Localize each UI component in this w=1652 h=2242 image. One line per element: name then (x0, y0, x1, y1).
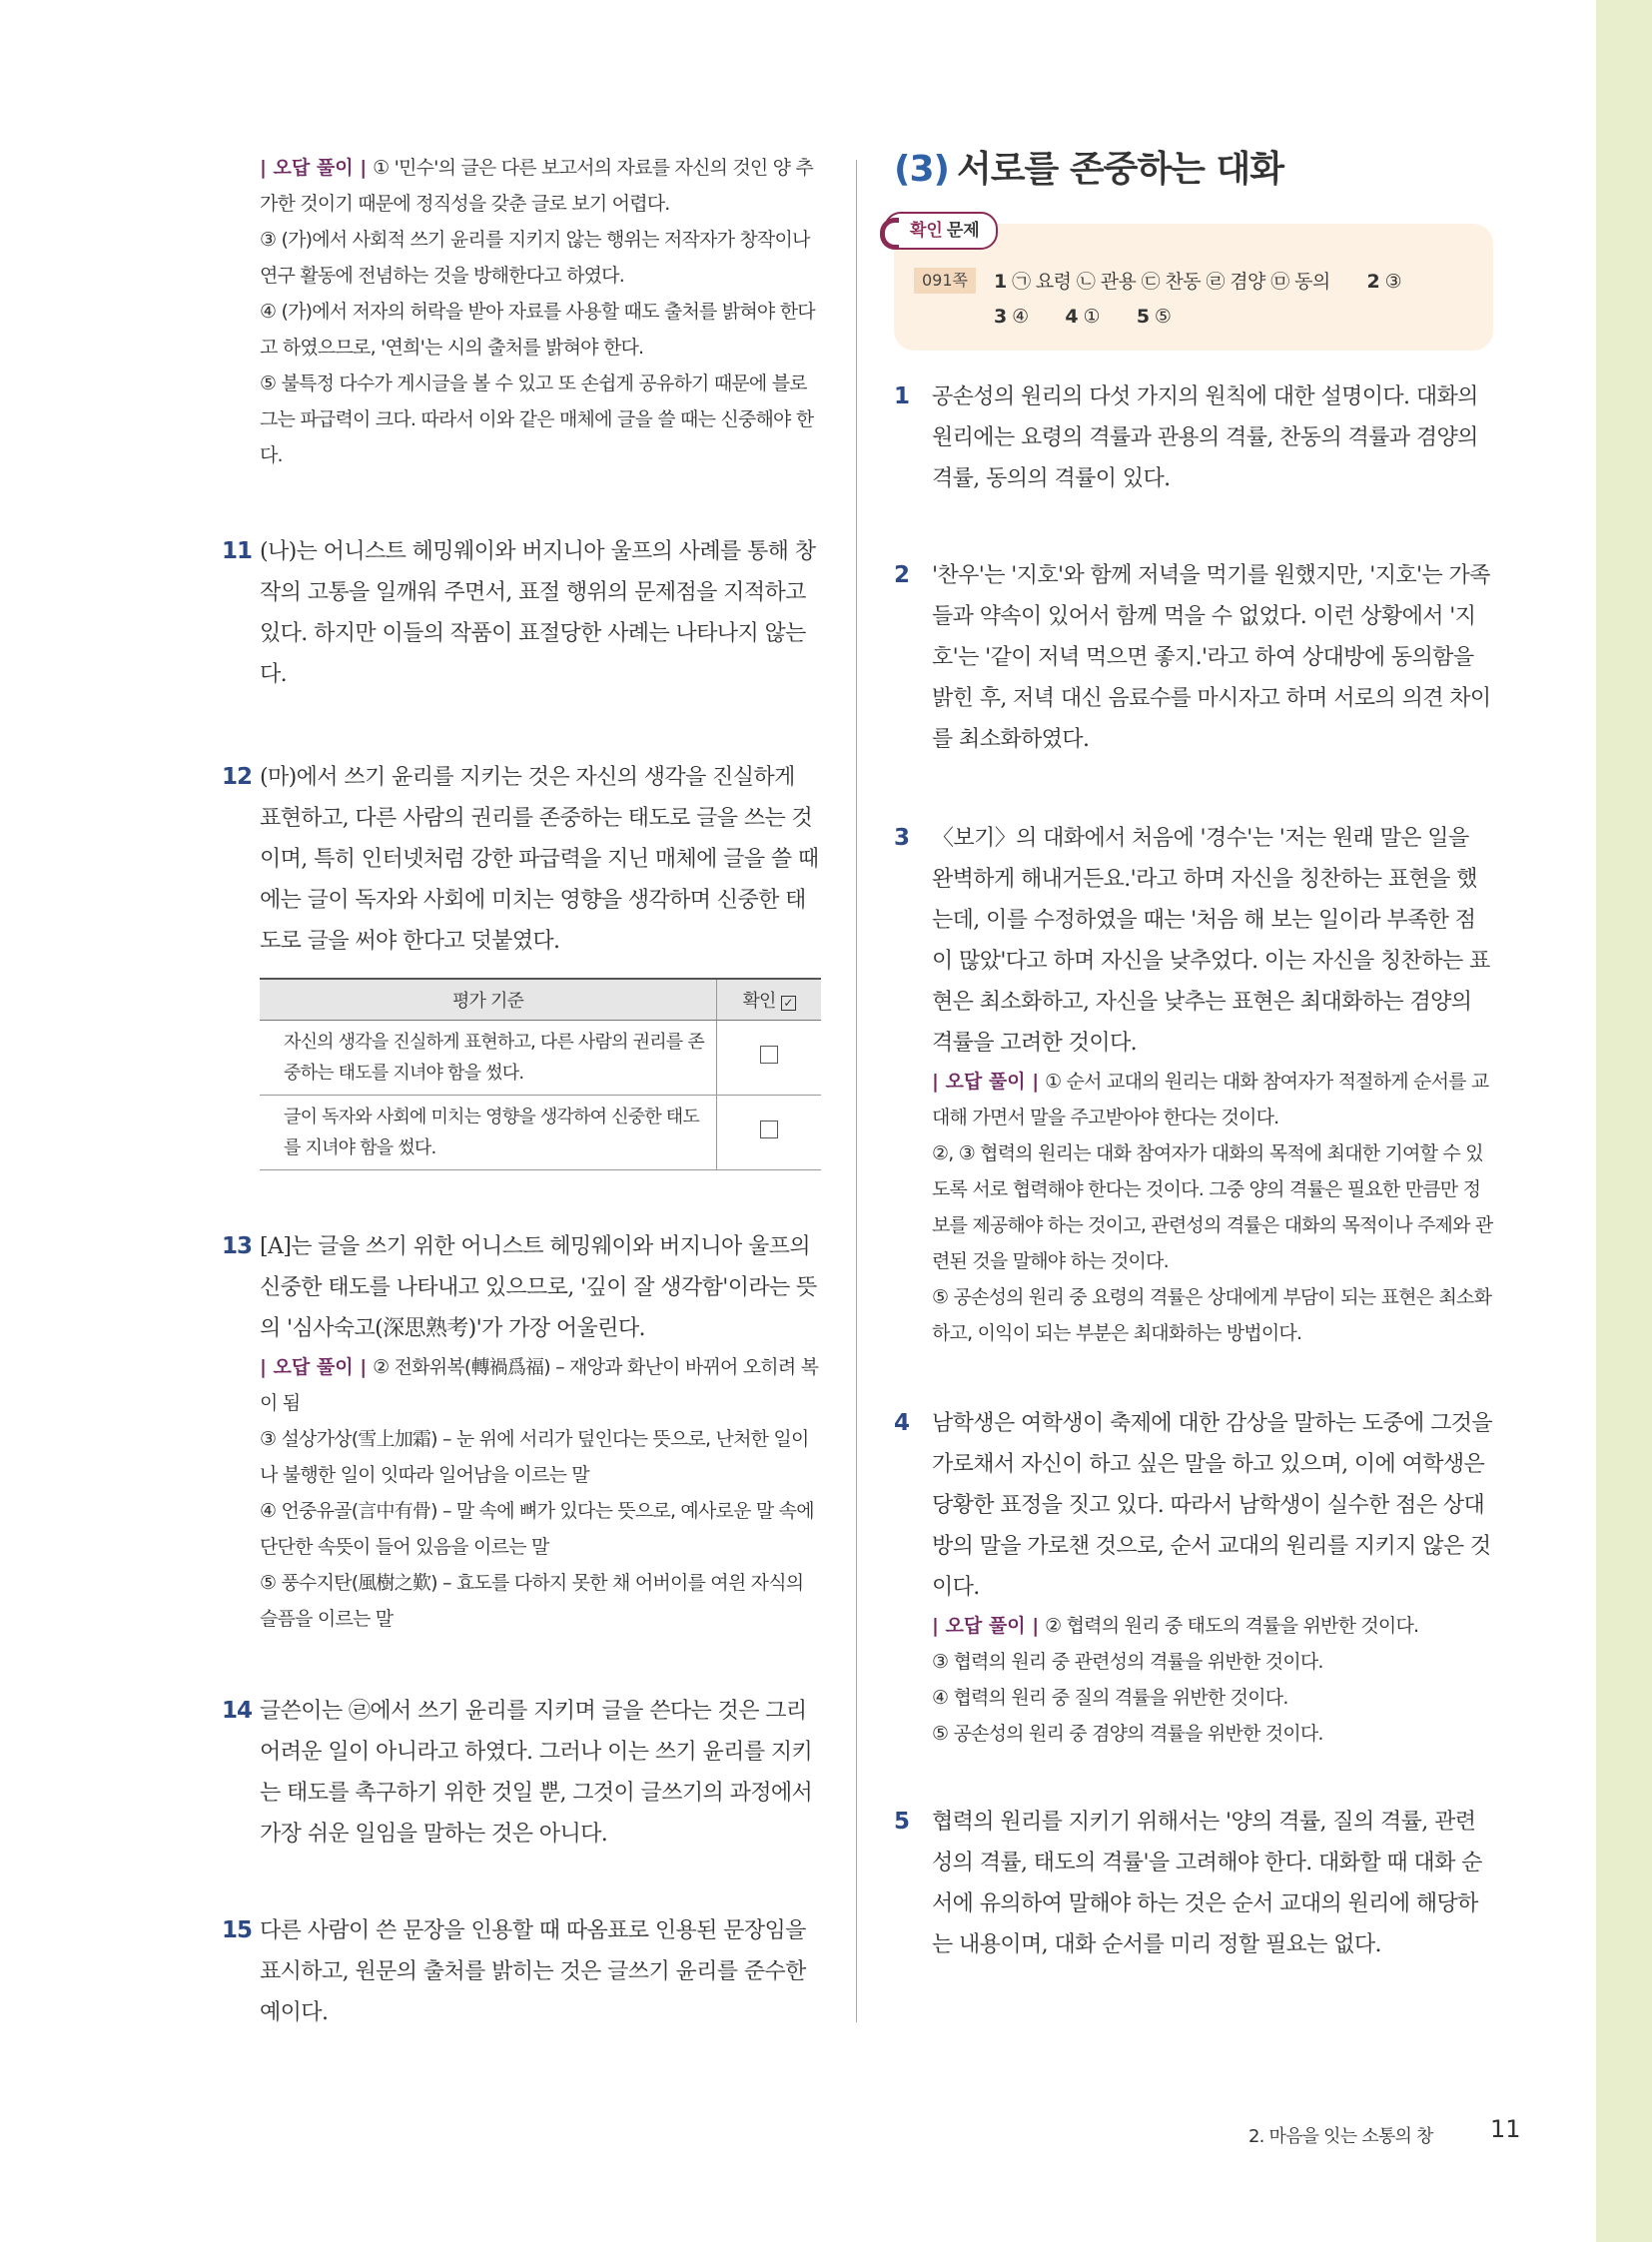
note-line: ④ (가)에서 저자의 허락을 받아 자료를 사용할 때도 출처를 밝혀야 한다고 하였으므로, '연희'는 시의 출처를 밝혀야 한다. (260, 301, 815, 359)
page-reference: 091쪽 (914, 268, 976, 294)
question-11 (222, 531, 819, 695)
question-13 (222, 1226, 819, 1637)
checkbox-cell (717, 1096, 822, 1170)
note-line: ⑤ 풍수지탄(風樹之歎) – 효도를 다하지 못한 채 어버이를 여읜 자식의 슬픔을 이르는 말 (260, 1572, 804, 1630)
note-line: ③ 설상가상(雪上加霜) – 눈 위에 서리가 덮인다는 뜻으로, 난처한 일이나 불행한 일이 잇따라 일어남을 이르는 말 (260, 1428, 809, 1486)
question-number: 4 (894, 1410, 910, 1436)
answer-note-r3 (932, 1064, 1493, 1351)
side-color-strip (1596, 0, 1652, 2242)
question-text: 다른 사람이 쓴 문장을 인용할 때 따옴표로 인용된 문장임을 표시하고, 원문의 출처를 밝히는 것은 글쓰기 윤리를 준수한 예이다. (260, 1918, 806, 2025)
question-number: 15 (222, 1917, 253, 1943)
chapter-footer: 2. 마음을 잇는 소통의 창 (1248, 2126, 1433, 2147)
question-number: 14 (222, 1698, 253, 1724)
checkbox[interactable] (760, 1046, 778, 1064)
page-number: 11 (1490, 2115, 1521, 2143)
checkbox[interactable] (760, 1121, 778, 1138)
question-text: (마)에서 쓰기 윤리를 지키는 것은 자신의 생각을 진실하게 표현하고, 다른 사람의 권리를 존중하는 태도로 글을 쓰는 것이며, 특히 인터넷처럼 강한 파급력을 지닌 매체에 글을 쓸 때에는 글이 독자와 사회에 미치는 영향을 생각하며 신중한 태도로 글을 써야 한다고 덧붙였다. (260, 765, 819, 954)
criteria-cell: 글이 독자와 사회에 미치는 영향을 생각하여 신중한 태도를 지녀야 함을 썼다. (260, 1096, 717, 1170)
note-line: ③ (가)에서 사회적 쓰기 윤리를 지키지 않는 행위는 저작자가 창작이나 연구 활동에 전념하는 것을 방해한다고 하였다. (260, 229, 810, 287)
note-line: ④ 협력의 원리 중 질의 격률을 위반한 것이다. (932, 1687, 1288, 1709)
note-line: ③ 협력의 원리 중 관련성의 격률을 위반한 것이다. (932, 1651, 1323, 1673)
note-line: ⑤ 불특정 다수가 게시글을 볼 수 있고 또 손쉽게 공유하기 때문에 블로그는 파급력이 크다. 따라서 이와 같은 매체에 글을 쓸 때는 신중해야 한다. (260, 373, 814, 466)
checked-box-icon: ✓ (781, 996, 796, 1011)
question-text: 〈보기〉의 대화에서 처음에 '경수'는 '저는 원래 말은 일을 완벽하게 해내거든요.'라고 하며 자신을 칭찬하는 표현을 했는데, 이를 수정하였을 때는 '처음 해 보는 일이라 부족한 점이 많았'다고 하며 자신을 낮추었다. 이는 자신을 칭찬하는 표현은 최소화하고, 자신을 낮추는 표현은 최대화하는 겸양의 격률을 고려한 것이다. (932, 826, 1490, 1056)
question-r2 (894, 555, 1493, 760)
answer-note-10 (260, 150, 819, 473)
question-text: [A]는 글을 쓰기 위한 어니스트 헤밍웨이와 버지니아 울프의 신중한 태도를 나타내고 있으므로, '깊이 잘 생각함'이라는 뜻의 '심사숙고(深思熟考)'가 가장 어울린다. (260, 1234, 817, 1341)
evaluation-table (260, 978, 821, 1170)
question-number: 11 (222, 538, 253, 564)
question-number: 3 (894, 825, 910, 851)
criteria-cell: 자신의 생각을 진실하게 표현하고, 다른 사람의 권리를 존중하는 태도를 지녀야 함을 썼다. (260, 1021, 717, 1096)
section-number: (3) (894, 149, 949, 190)
question-r5 (894, 1802, 1493, 1965)
question-text: (나)는 어니스트 헤밍웨이와 버지니아 울프의 사례를 통해 창작의 고통을 일깨워 주면서, 표절 행위의 문제점을 지적하고 있다. 하지만 이들의 작품이 표절당한 사례는 나타나지 않는다. (260, 539, 816, 687)
question-number: 13 (222, 1233, 253, 1259)
answer-note-r4 (932, 1608, 1493, 1752)
section-title (894, 150, 1493, 190)
left-column (222, 150, 819, 2033)
table-header-row (260, 979, 821, 1021)
note-line: ②, ③ 협력의 원리는 대화 참여자가 대화의 목적에 최대한 기여할 수 있도록 서로 협력해야 한다는 것이다. 그중 양의 격률은 필요한 만큼만 정보를 제공해야 하는 것이고, 관련성의 격률은 대화의 목적이나 주제와 관련된 것을 말해야 하는 것이다. (932, 1142, 1493, 1272)
question-number: 2 (894, 562, 910, 588)
question-text: '찬우'는 '지호'와 함께 저녁을 먹기를 원했지만, '지호'는 가족들과 약속이 있어서 함께 먹을 수 없었다. 이런 상황에서 '지호'는 '같이 저녁 먹으면 좋지.'라고 하여 상대방에 동의함을 밝힌 후, 저녁 대신 음료수를 마시자고 하며 서로의 의견 차이를 최소화하였다. (932, 563, 1491, 752)
question-number: 12 (222, 764, 253, 790)
checkbox-cell (717, 1021, 822, 1096)
right-column (894, 150, 1493, 1965)
question-text: 공손성의 원리의 다섯 가지의 원칙에 대한 설명이다. 대화의 원리에는 요령의 격률과 관용의 격률, 찬동의 격률과 겸양의 격률, 동의의 격률이 있다. (932, 384, 1478, 491)
note-line: ⑤ 공손성의 원리 중 겸양의 격률을 위반한 것이다. (932, 1723, 1323, 1745)
answer-note-13 (260, 1349, 819, 1637)
question-15 (222, 1910, 819, 2033)
check-header: 확인 ✓ (717, 979, 822, 1021)
question-r3 (894, 818, 1493, 1351)
note-line: ④ 언중유골(言中有骨) – 말 속에 뼈가 있다는 뜻으로, 예사로운 말 속에 단단한 속뜻이 들어 있음을 이르는 말 (260, 1500, 814, 1558)
note-line: | 오답 풀이 | ① 순서 교대의 원리는 대화 참여자가 적절하게 순서를 교대해 가면서 말을 주고받아야 한다는 것이다. (932, 1071, 1489, 1128)
check-problem-label: 확인 문제 (884, 212, 998, 250)
table-row (260, 1096, 821, 1170)
column-divider (856, 160, 857, 2022)
answer-line-1: 1 ㉠ 요령 ㉡ 관용 ㉢ 찬동 ㉣ 겸양 ㉤ 동의 2 ③ (994, 271, 1401, 293)
check-problem-box (894, 221, 1493, 351)
question-12 (222, 757, 819, 962)
question-number: 1 (894, 383, 910, 409)
table-row (260, 1021, 821, 1096)
note-line: | 오답 풀이 | ② 협력의 원리 중 태도의 격률을 위반한 것이다. (932, 1615, 1419, 1637)
note-line: ⑤ 공손성의 원리 중 요령의 격률은 상대에게 부담이 되는 표현은 최소화하고, 이익이 되는 부분은 최대화하는 방법이다. (932, 1286, 1492, 1344)
question-text: 남학생은 여학생이 축제에 대한 감상을 말하는 도중에 그것을 가로채서 자신이 하고 싶은 말을 하고 있으며, 이에 여학생은 당황한 표정을 짓고 있다. 따라서 남학생이 실수한 점은 상대방의 말을 가로챈 것으로, 순서 교대의 원리를 지키지 않은 것이다. (932, 1411, 1493, 1600)
question-14 (222, 1691, 819, 1855)
note-line: | 오답 풀이 | ① '민수'의 글은 다른 보고서의 자료를 자신의 것인 양 추가한 것이기 때문에 정직성을 갖춘 글로 보기 어렵다. (260, 157, 814, 215)
question-text: 협력의 원리를 지키기 위해서는 '양의 격률, 질의 격률, 관련성의 격률, 태도의 격률'을 고려해야 한다. 대화할 때 대화 순서에 유의하여 말해야 하는 것은 순서 교대의 원리에 해당하는 내용이며, 대화 순서를 미리 정할 필요는 없다. (932, 1810, 1482, 1957)
question-text: 글쓴이는 ㉣에서 쓰기 윤리를 지키며 글을 쓴다는 것은 그리 어려운 일이 아니라고 하였다. 그러나 이는 쓰기 윤리를 지키는 태도를 촉구하기 위한 것일 뿐, 그것이 글쓰기의 과정에서 가장 쉬운 일임을 말하는 것은 아니다. (260, 1699, 813, 1847)
question-r1 (894, 376, 1493, 499)
note-line: | 오답 풀이 | ② 전화위복(轉禍爲福) – 재앙과 화난이 바뀌어 오히려 복이 됨 (260, 1356, 819, 1414)
question-r4 (894, 1403, 1493, 1752)
criteria-header: 평가 기준 (260, 979, 717, 1021)
section-title-text: 서로를 존중하는 대화 (956, 149, 1284, 190)
question-number: 5 (894, 1809, 910, 1835)
answer-line-2: 3 ④ 4 ① 5 ⑤ (994, 306, 1172, 328)
